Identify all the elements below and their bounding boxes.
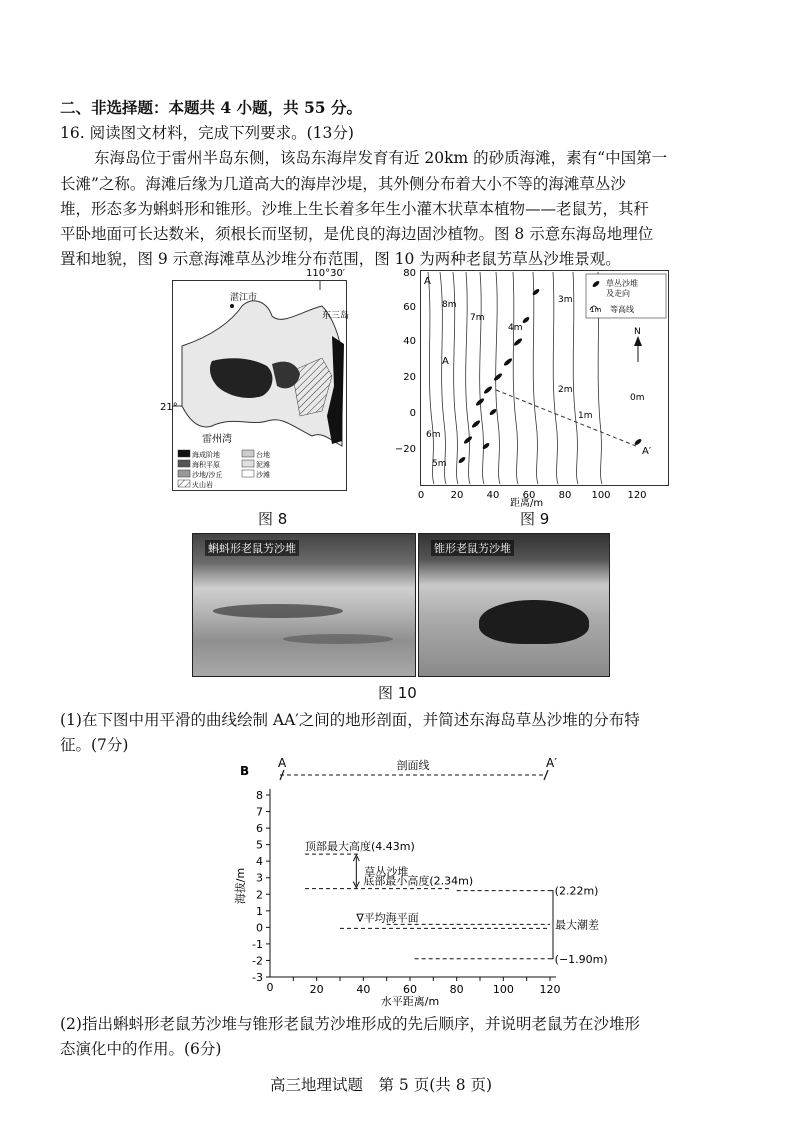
fig9-xtick-40: 40 bbox=[486, 490, 500, 501]
legend-platform: 台地 bbox=[256, 451, 270, 459]
passage-line-3: 堆，形态多为蝌蚪形和锥形。沙堆上生长着多年生小灌木状草本植物——老鼠艻，其秆 bbox=[60, 200, 650, 218]
fig9-ytick-0: 0 bbox=[409, 408, 416, 419]
fig9-legend-contour-sym: 1m bbox=[590, 306, 602, 314]
x-tick-label: 0 bbox=[266, 981, 274, 994]
tide-range-bracket bbox=[550, 891, 553, 959]
annotation-marks bbox=[305, 854, 553, 959]
photo-tadpole-dune bbox=[192, 533, 416, 677]
fig9-ytick-40: 40 bbox=[403, 336, 416, 347]
y-tick-label: -3 bbox=[252, 971, 263, 984]
bottom-height-label: 底部最小高度(2.34m) bbox=[363, 874, 474, 888]
q2-line-1: (2)指出蝌蚪形老鼠艻沙堆与锥形老鼠艻沙堆形成的先后顺序，并说明老鼠艻在沙堆形 bbox=[60, 1015, 640, 1033]
high-tide-label: (2.22m) bbox=[554, 884, 599, 898]
y-tick-label: -1 bbox=[252, 937, 263, 951]
fig9-point-a-profile: A bbox=[442, 356, 449, 367]
axes bbox=[252, 789, 560, 996]
fig9-xtick-20: 20 bbox=[450, 490, 464, 501]
photo-cone-label: 锥形老鼠艻沙堆 bbox=[431, 540, 514, 556]
y-tick-label: 6 bbox=[256, 822, 263, 836]
y-tick-label: 0 bbox=[256, 921, 263, 935]
place-zhanjiang: 湛江市 bbox=[230, 293, 258, 303]
profile-line-label: 剖面线 bbox=[396, 759, 430, 772]
question-intro: 16. 阅读图文材料，完成下列要求。(13分) bbox=[60, 124, 354, 142]
x-tick-label: 120 bbox=[539, 983, 561, 996]
figure-8-caption: 图 8 bbox=[258, 510, 288, 528]
fig9-legend-dune-dir: 及走向 bbox=[606, 289, 630, 298]
place-donsan: 东三岛 bbox=[322, 311, 350, 321]
legend-mudflat: 泥滩 bbox=[256, 461, 270, 469]
fig9-xtick-0: 0 bbox=[417, 490, 425, 501]
passage-line-1: 东海岛位于雷州半岛东侧，该岛东海岸发育有近 20km 的砂质海滩，素有“中国第一 bbox=[94, 149, 668, 167]
x-tick-label: 100 bbox=[492, 983, 514, 996]
passage-line-2: 长滩”之称。海滩后缘为几道高大的海岸沙堤，其外侧分布着大小不等的海滩草丛沙 bbox=[60, 175, 626, 193]
y-tick-label: 1 bbox=[256, 904, 263, 918]
fig9-xlabel: 距离/m bbox=[510, 498, 544, 509]
latitude-label: 21° bbox=[160, 402, 178, 413]
q2-line-2: 态演化中的作用。(6分) bbox=[60, 1040, 222, 1058]
top-height-label: 顶部最大高度(4.43m) bbox=[305, 840, 415, 854]
photo-cone-dune bbox=[418, 533, 610, 677]
passage-line-5: 置和地貌，图 9 示意海滩草丛沙堆分布范围，图 10 为两种老鼠艻草丛沙堆景观。 bbox=[60, 250, 621, 268]
q1-line-2: 征。(7分) bbox=[60, 736, 129, 754]
fig9-ytick-20: 20 bbox=[403, 372, 416, 383]
low-tide-label: (−1.90m) bbox=[554, 952, 608, 966]
fig9-ytick-80: 80 bbox=[403, 268, 416, 279]
figure-8-map bbox=[160, 266, 372, 496]
contour-label-1m: 1m bbox=[578, 411, 593, 421]
figure-9-contour bbox=[394, 262, 673, 509]
contour-label-3m: 3m bbox=[558, 295, 573, 305]
point-a2-label: A′ bbox=[546, 756, 557, 770]
fig9-ytick-neg20: −20 bbox=[394, 444, 416, 455]
legend-volcanic: 火山岩 bbox=[192, 481, 213, 489]
y-tick-label: 2 bbox=[256, 888, 263, 902]
point-a-label: A bbox=[278, 756, 287, 770]
fig9-point-a2: A′ bbox=[642, 446, 652, 457]
fig9-ytick-60: 60 bbox=[403, 302, 416, 313]
fig9-legend-contour: 等高线 bbox=[610, 305, 634, 314]
mean-sea-label: ∇平均海平面 bbox=[356, 911, 419, 925]
x-axis-label: 水平距离/m bbox=[380, 995, 440, 1008]
corner-label-b: B bbox=[240, 764, 250, 778]
fig9-xtick-80: 80 bbox=[558, 490, 572, 501]
y-tick-label: -2 bbox=[252, 954, 263, 968]
fig9-xtick-120: 120 bbox=[627, 490, 647, 501]
q1-line-1: (1)在下图中用平滑的曲线绘制 AA′之间的地形剖面，并简述东海岛草丛沙堆的分布特 bbox=[60, 711, 640, 729]
y-tick-label: 7 bbox=[256, 805, 263, 819]
y-tick-label: 3 bbox=[256, 871, 263, 885]
dune-label: 草丛沙堆 bbox=[364, 865, 409, 879]
section-heading: 二、非选择题：本题共 4 小题，共 55 分。 bbox=[60, 98, 362, 117]
legend-plain: 海积平原 bbox=[192, 461, 220, 469]
contour-label-0m: 0m bbox=[630, 393, 645, 403]
tide-range-label: 最大潮差 bbox=[555, 918, 599, 932]
contour-label-7m: 7m bbox=[470, 313, 485, 323]
figure-10-caption: 图 10 bbox=[378, 684, 417, 702]
contour-label-6m: 6m bbox=[426, 430, 441, 440]
y-tick-label: 8 bbox=[256, 789, 263, 802]
contour-label-4m: 4m bbox=[508, 323, 523, 333]
y-tick-label: 5 bbox=[256, 838, 263, 852]
y-axis-label: 海拔/m bbox=[234, 867, 247, 905]
fig9-xtick-100: 100 bbox=[591, 490, 611, 501]
contour-label-2m: 2m bbox=[558, 385, 573, 395]
y-tick-label: 4 bbox=[256, 855, 263, 869]
x-tick-label: 80 bbox=[449, 983, 464, 996]
north-label: N bbox=[634, 327, 641, 337]
place-bay: 雷州湾 bbox=[202, 434, 232, 445]
contour-label-5m: 5m bbox=[432, 459, 447, 469]
x-tick-label: 20 bbox=[309, 983, 324, 996]
contour-label-8m: 8m bbox=[442, 300, 457, 310]
longitude-label: 110°30′ bbox=[306, 268, 346, 279]
figure-9-caption: 图 9 bbox=[520, 510, 550, 528]
profile-chart bbox=[230, 755, 610, 1008]
x-tick-label: 40 bbox=[356, 983, 371, 996]
legend-terrace: 海成阶地 bbox=[192, 451, 220, 459]
legend-beach: 沙滩 bbox=[256, 471, 270, 479]
page-footer: 高三地理试题 第 5 页(共 8 页) bbox=[270, 1076, 493, 1094]
fig9-xtick-60: 60 bbox=[522, 490, 536, 501]
fig9-legend-dune: 草丛沙堆 bbox=[606, 279, 638, 288]
fig9-point-a: A bbox=[424, 276, 431, 287]
x-tick-label: 60 bbox=[403, 983, 417, 996]
fig9-legend bbox=[586, 274, 666, 318]
legend-sand: 沙地/沙丘 bbox=[192, 471, 223, 479]
passage-line-4: 平卧地面可长达数米，须根长而坚韧，是优良的海边固沙植物。图 8 示意东海岛地理位 bbox=[60, 225, 654, 243]
photo-tadpole-label: 蝌蚪形老鼠艻沙堆 bbox=[205, 540, 299, 556]
